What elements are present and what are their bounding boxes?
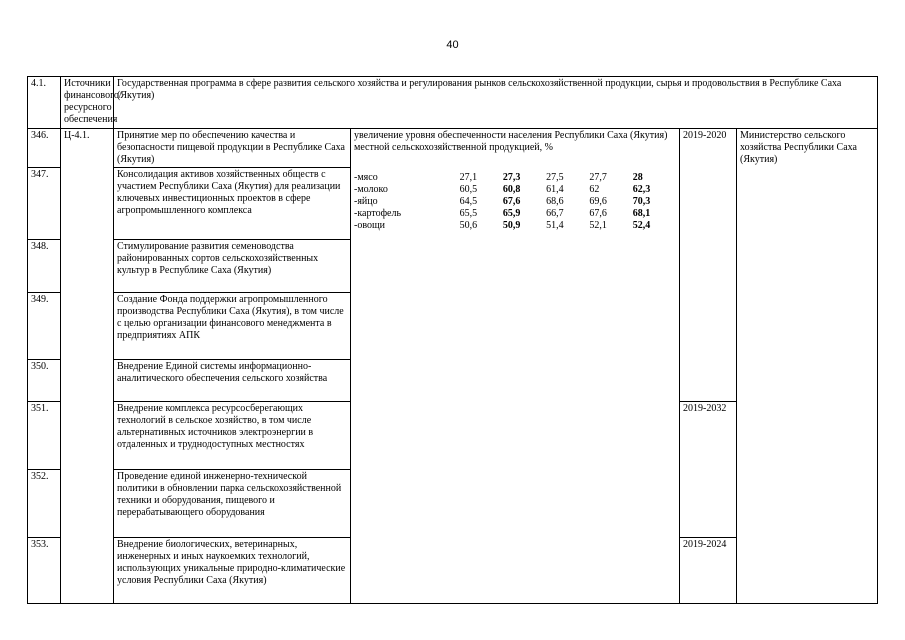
program-header-row [28, 77, 878, 129]
period-cell: 2019-2024 [680, 538, 737, 604]
measure-text: Стимулирование развития семеноводства районированных сортов сельскохозяйственных культур в Республике Саха (Якутия) [114, 240, 351, 293]
indicator-value: 51,4 [546, 220, 564, 231]
measure-text: Внедрение биологических, ветеринарных, инженерных и иных наукоемких технологий, использующих уникальные природно-климатические условия Республики Саха (Якутия) [114, 538, 351, 604]
indicator-row [354, 208, 676, 220]
indicator-row [354, 172, 676, 184]
indicator-value: 68,6 [546, 196, 564, 207]
indicator-value: 62 [589, 184, 600, 195]
indicator-row [354, 184, 676, 196]
indicator-value: 70,3 [632, 196, 651, 207]
indicator-value: 27,7 [589, 172, 607, 183]
indicator-name: -овощи [354, 220, 386, 231]
row-number: 350. [28, 360, 61, 402]
measure-text: Консолидация активов хозяйственных обществ с участием Республики Саха (Якутия) для реализации ключевых инвестиционных проектов в сфере агропромышленного комплекса [114, 168, 351, 240]
indicator-title: увеличение уровня обеспеченности населения Республики Саха (Якутия) местной сельскохозяйственной продукцией, % [354, 130, 668, 153]
indicator-value: 60,5 [459, 184, 478, 195]
indicator-value: 50,9 [502, 220, 521, 231]
measure-text: Принятие мер по обеспечению качества и безопасности пищевой продукции в Республике Саха (Якутия) [114, 129, 351, 168]
indicator-value: 68,1 [632, 208, 651, 219]
row-number: 353. [28, 538, 61, 604]
program-title: Государственная программа в сфере развития сельского хозяйства и регулирования рынков сельскохозяйственной продукции, сырья и продовольствия в Республике Саха (Якутия) [114, 77, 878, 129]
row-number: 348. [28, 240, 61, 293]
indicator-value: 65,9 [502, 208, 521, 219]
program-table [27, 76, 878, 604]
indicator-row [354, 196, 676, 208]
indicator-value: 66,7 [546, 208, 564, 219]
row-number: 346. [28, 129, 61, 168]
table-row [28, 129, 878, 168]
measure-text: Внедрение комплекса ресурсосберегающих технологий в сельское хозяйство, в том числе альтернативных источников электроэнергии в отдаленных и труднодоступных местностях [114, 402, 351, 470]
executor-cell: Министерство сельского хозяйства Республики Саха (Якутия) [737, 129, 878, 604]
row-number: 347. [28, 168, 61, 240]
measure-text: Создание Фонда поддержки агропромышленного производства Республики Саха (Якутия), в том числе с целью организации финансового менеджмента в предприятиях АПК [114, 293, 351, 360]
page-number: 40 [446, 39, 459, 51]
period-cell: 2019-2032 [680, 402, 737, 538]
period-cell: 2019-2020 [680, 129, 737, 402]
measure-text: Проведение единой инженерно-технической политики в обновлении парка сельскохозяйственной техники и оборудования, пищевого и перерабатывающего оборудования [114, 470, 351, 538]
indicator-name: -мясо [354, 172, 378, 183]
row-number: 349. [28, 293, 61, 360]
indicator-value: 65,5 [459, 208, 478, 219]
indicator-value: 27,3 [502, 172, 521, 183]
row-number: 351. [28, 402, 61, 470]
sources-label: Источники финансового/ресурсного обеспечения [61, 77, 114, 129]
indicator-name: -яйцо [354, 196, 378, 207]
indicator-value: 27,1 [459, 172, 478, 183]
indicator-name: -молоко [354, 184, 388, 195]
indicator-value: 28 [632, 172, 643, 183]
indicator-values-table [354, 172, 676, 232]
indicator-value: 27,5 [546, 172, 564, 183]
indicator-value: 64,5 [459, 196, 478, 207]
indicator-name: -картофель [354, 208, 402, 219]
indicator-value: 52,4 [632, 220, 651, 231]
indicator-value: 50,6 [459, 220, 478, 231]
program-code: 4.1. [28, 77, 61, 129]
indicator-value: 60,8 [502, 184, 521, 195]
measure-text: Внедрение Единой системы информационно-аналитического обеспечения сельского хозяйства [114, 360, 351, 402]
indicator-value: 62,3 [632, 184, 651, 195]
indicator-cell [351, 129, 680, 604]
indicator-value: 61,4 [546, 184, 564, 195]
indicator-value: 69,6 [589, 196, 607, 207]
row-number: 352. [28, 470, 61, 538]
indicator-value: 67,6 [502, 196, 521, 207]
indicator-value: 67,6 [589, 208, 607, 219]
indicator-value: 52,1 [589, 220, 607, 231]
indicator-row [354, 220, 676, 232]
goal-code: Ц-4.1. [61, 129, 114, 604]
